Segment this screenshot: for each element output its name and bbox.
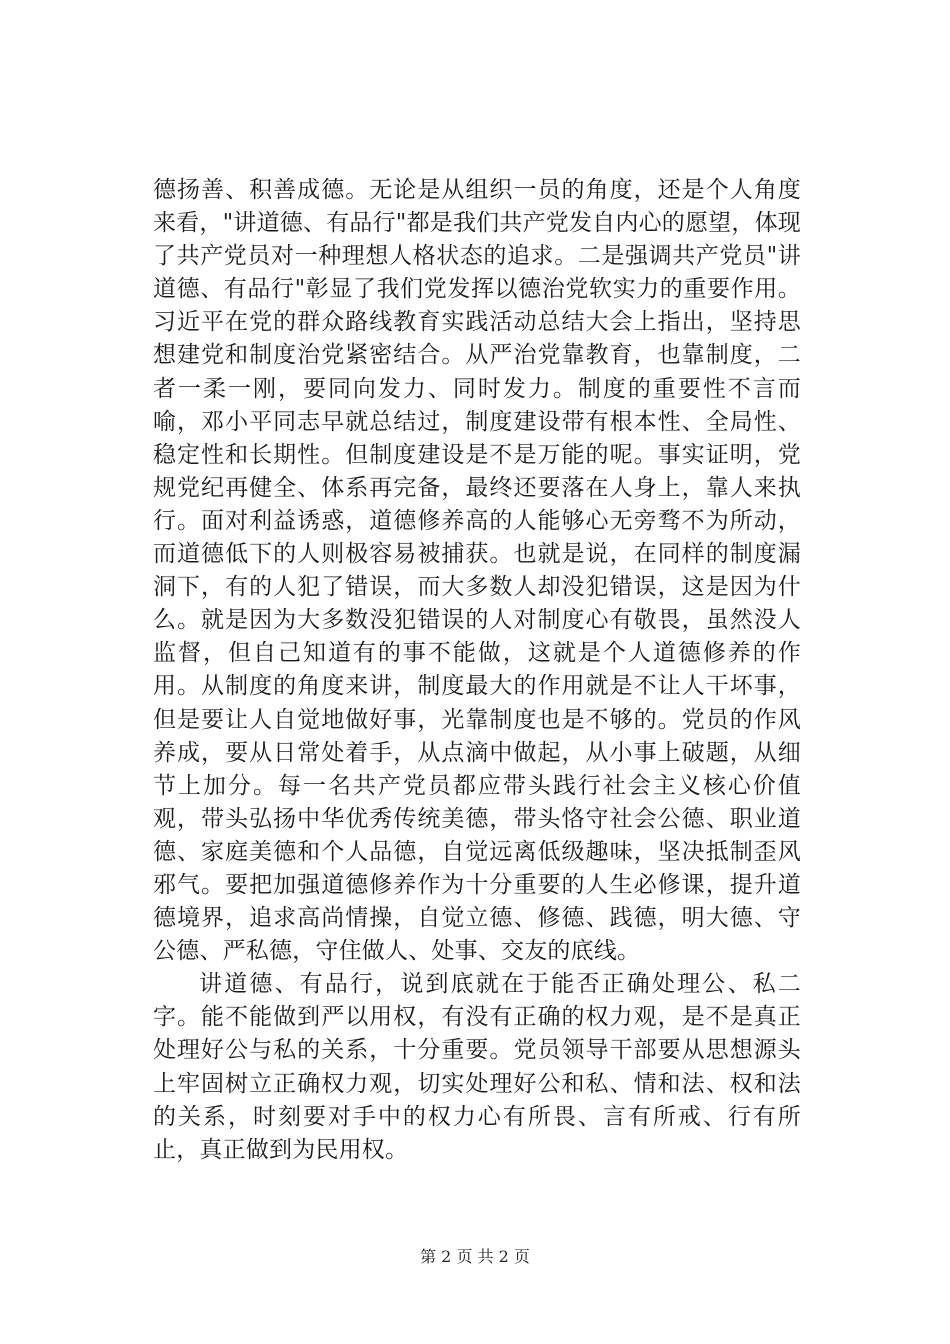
page-footer: 第 2 页 共 2 页 <box>420 1247 530 1266</box>
paragraph-2: 讲道德、有品行，说到底就在于能否正确处理公、私二字。能不能做到严以用权，有没有正确的权力观，是不是真正处理好公与私的关系，十分重要。党员领导干部要从思想源头上牢固树立正确权力观，切实处理好公和私、情和法、权和法的关系，时刻要对手中的权力心有所畏、言有所戒、行有所止，真正做到为民用权。 <box>153 971 801 1163</box>
document-body <box>153 174 801 1167</box>
paragraph-1: 德扬善、积善成德。无论是从组织一员的角度，还是个人角度来看，"讲道德、有品行"都是我们共产党发自内心的愿望，体现了共产党员对一种理想人格状态的追求。二是强调共产党员"讲道德、有品行"彰显了我们党发挥以德治党软实力的重要作用。习近平在党的群众路线教育实践活动总结大会上指出，坚持思想建党和制度治党紧密结合。从严治党靠教育，也靠制度，二者一柔一刚，要同向发力、同时发力。制度的重要性不言而喻，邓小平同志早就总结过，制度建设带有根本性、全局性、稳定性和长期性。但制度建设是不是万能的呢。事实证明，党规党纪再健全、体系再完备，最终还要落在人身上，靠人来执行。面对利益诱惑，道德修养高的人能够心无旁骛不为所动，而道德低下的人则极容易被捕获。也就是说，在同样的制度漏洞下，有的人犯了错误，而大多数人却没犯错误，这是因为什么。就是因为大多数没犯错误的人对制度心有敬畏，虽然没人监督，但自己知道有的事不能做，这就是个人道德修养的作用。从制度的角度来讲，制度最大的作用就是不让人干坏事，但是要让人自觉地做好事，光靠制度也是不够的。党员的作风养成，要从日常处着手，从点滴中做起，从小事上破题，从细节上加分。每一名共产党员都应带头践行社会主义核心价值观，带头弘扬中华优秀传统美德，带头恪守社会公德、职业道德、家庭美德和个人品德，自觉远离低级趣味，坚决抵制歪风邪气。要把加强道德修养作为十分重要的人生必修课，提升道德境界，追求高尚情操，自觉立德、修德、践德，明大德、守公德、严私德，守住做人、处事、交友的底线。 <box>153 177 801 965</box>
